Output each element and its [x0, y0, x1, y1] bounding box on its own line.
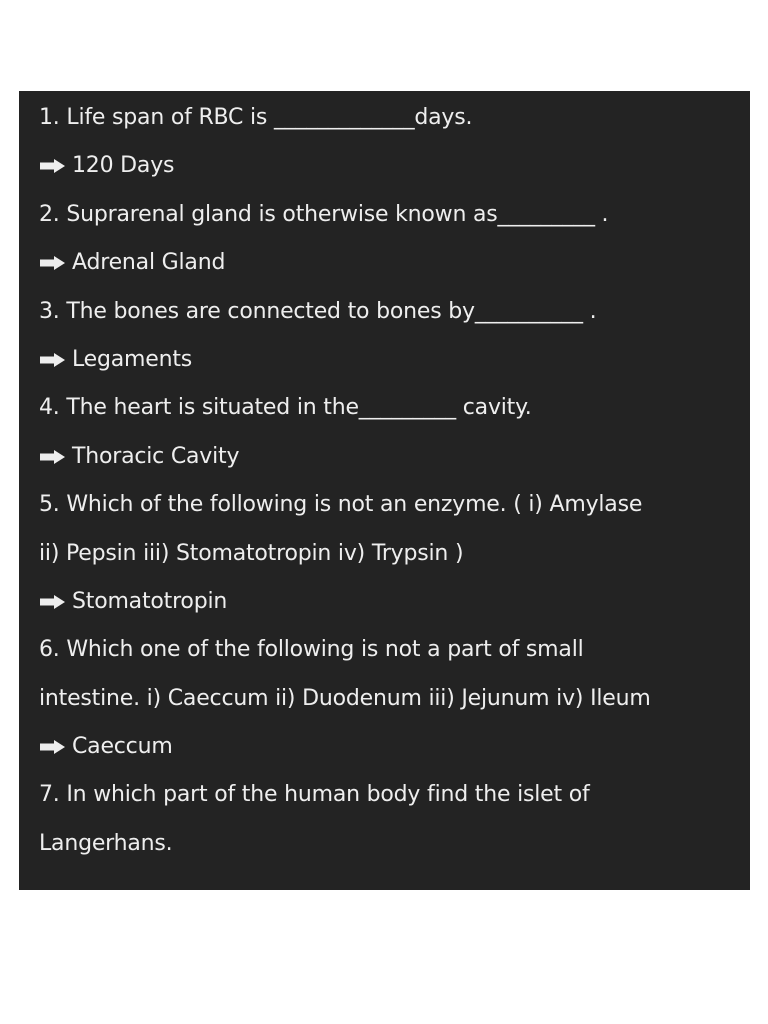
answer-line — [39, 239, 730, 287]
quiz-lines — [39, 94, 730, 868]
question-text: 3. The bones are connected to bones by__________ . — [39, 298, 597, 324]
question-text: 7. In which part of the human body find the islet of — [39, 782, 590, 808]
question-text: 5. Which of the following is not an enzyme. ( i) Amylase — [39, 492, 643, 518]
question-line — [39, 191, 730, 239]
right-arrow-icon — [39, 740, 66, 754]
right-arrow-icon — [39, 450, 66, 464]
answer-line — [39, 578, 730, 626]
answer-text: Adrenal Gland — [72, 250, 226, 276]
question-line — [39, 530, 730, 578]
answer-text: 120 Days — [72, 153, 175, 179]
question-text: 2. Suprarenal gland is otherwise known as_________ . — [39, 201, 609, 227]
right-arrow-icon — [39, 353, 66, 367]
right-arrow-icon — [39, 256, 66, 270]
answer-line — [39, 142, 730, 190]
question-line — [39, 288, 730, 336]
question-text: Langerhans. — [39, 830, 173, 856]
answer-line — [39, 336, 730, 384]
question-line — [39, 626, 730, 674]
question-text: 1. Life span of RBC is _____________days. — [39, 105, 473, 130]
question-line — [39, 675, 730, 723]
answer-line — [39, 723, 730, 771]
answer-text: Stomatotropin — [72, 588, 228, 614]
quiz-card — [19, 91, 750, 890]
question-text: ii) Pepsin iii) Stomatotropin iv) Trypsin ) — [39, 540, 464, 566]
question-text: 6. Which one of the following is not a part of small — [39, 637, 584, 663]
question-line — [39, 771, 730, 819]
right-arrow-icon — [39, 159, 66, 173]
question-text: intestine. i) Caeccum ii) Duodenum iii) Jejunum iv) Ileum — [39, 685, 651, 711]
right-arrow-icon — [39, 595, 66, 609]
question-line — [39, 384, 730, 432]
question-text: 4. The heart is situated in the_________ cavity. — [39, 395, 532, 421]
question-line — [39, 820, 730, 868]
answer-text: Thoracic Cavity — [72, 443, 240, 469]
answer-line — [39, 433, 730, 481]
answer-text: Caeccum — [72, 734, 173, 760]
answer-text: Legaments — [72, 346, 193, 372]
question-line — [39, 481, 730, 529]
question-line — [39, 94, 730, 142]
